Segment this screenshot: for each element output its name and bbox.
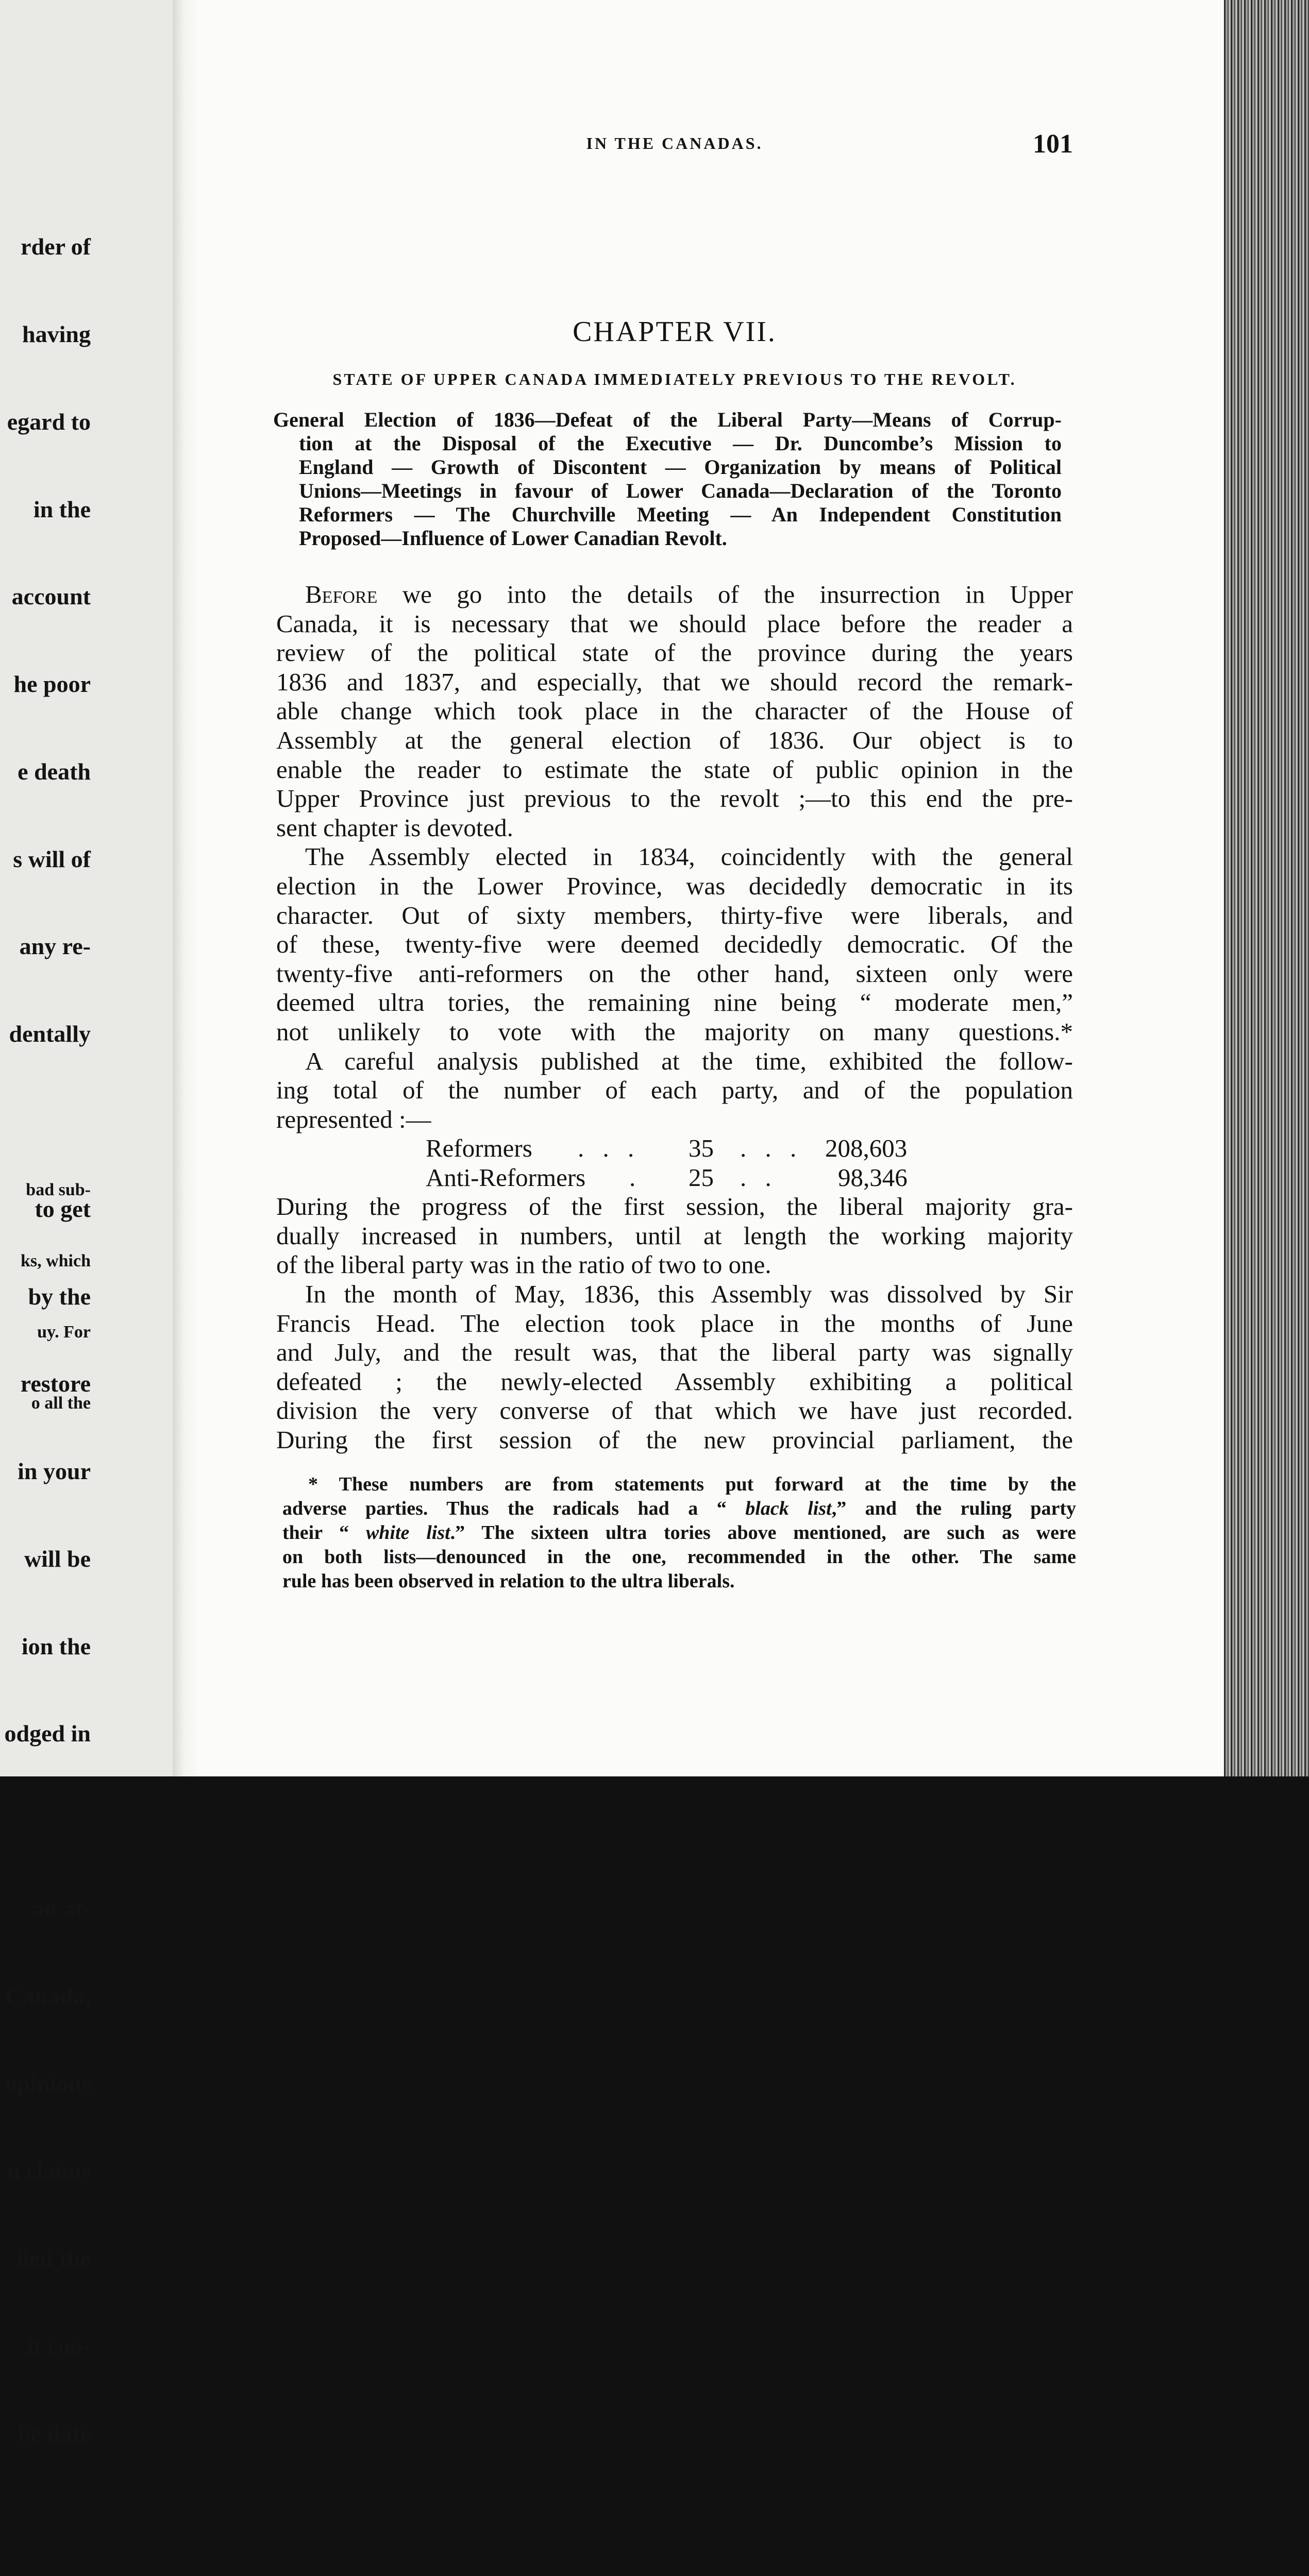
facing-line [0,1807,91,1836]
facing-line: e death [18,758,91,785]
body-line: The Assembly elected in 1834, coincidently with the general [305,842,1073,871]
body-line [276,580,1073,609]
footnote-line: rule has been observed in relation to the ultra liberals. [282,1570,735,1592]
facing-line: odged in [4,1720,91,1747]
member-count: 25 [689,1163,714,1192]
book-gutter [173,0,198,1776]
facing-line: restore [20,1370,91,1397]
page-edges [1224,0,1309,1776]
facing-line: dentally [9,1021,91,1047]
facing-line: having [22,320,91,347]
facing-foot-line: ks, which [20,1251,91,1270]
population-count: 208,603 [825,1134,908,1163]
body-line: Assembly at the general election of 1836. Our object is to [276,725,1073,754]
leader-dots: . [629,1163,642,1192]
footnote-emphasis: black list [745,1498,832,1519]
body-line: and July, and the result was, that the liberal party was signally [276,1338,1073,1367]
body-line: review of the political state of the province during the years [276,638,1073,667]
party-table [276,1134,1073,1192]
facing-line: Canada, [6,1982,91,2009]
running-title: IN THE CANADAS. [586,134,763,152]
facing-line: to get [35,1195,91,1222]
footnote-text: .” The sixteen ultra tories above mentioned, are such as were [450,1522,1076,1544]
body-line: ing total of the number of each party, and of the population [276,1076,1073,1105]
facing-page-footnote [0,1131,91,1463]
body-line: sent chapter is devoted. [276,813,513,842]
population-count: 98,346 [838,1163,908,1192]
facing-line: will be [24,1545,91,1572]
facing-line: rder of [21,233,91,260]
footnote-text: adverse parties. Thus the radicals had a “ [282,1498,746,1519]
leader-dots: . . . [578,1134,641,1163]
synopsis-line: Unions—Meetings in favour of Lower Canada—Declaration of the Toronto [299,479,1062,502]
chapter-synopsis [273,408,1062,550]
body-line: defeated ; the newly-elected Assembly exhibiting a political [276,1367,1073,1396]
synopsis-line: Reformers — The Churchville Meeting — An Independent Constitution [299,503,1062,526]
body-line: Canada, it is necessary that we should place before the reader a [276,609,1073,638]
body-line: A careful analysis published at the time, exhibited the follow- [305,1046,1073,1075]
body-line: not unlikely to vote with the majority on many questions.* [276,1017,1073,1046]
body-line: enable the reader to estimate the state of public opinion in the [276,755,1073,784]
footnote [282,1472,1076,1594]
body-line: dually increased in numbers, until at length the working majority [276,1221,1073,1250]
footnote-line [282,1521,1076,1545]
leader-dots: . . . [740,1134,803,1163]
facing-page-left [0,0,173,2447]
body-line: During the progress of the first session, the liberal majority gra- [276,1192,1073,1221]
member-count: 35 [689,1134,714,1163]
facing-line: he date [18,2420,91,2447]
synopsis-line: General Election of 1836—Defeat of the Liberal Party—Means of Corrup- [273,408,1062,431]
facing-foot-line: bad sub- [26,1180,91,1199]
body-line: In the month of May, 1836, this Assembly was dissolved by Sir [305,1280,1073,1309]
facing-line: s will of [13,845,91,872]
page-number: 101 [1033,129,1073,159]
facing-line: any re- [19,933,91,960]
facing-line: in the [33,496,91,522]
chapter-title: CHAPTER VII. [573,316,777,348]
footnote-line: on both lists—denounced in the one, recommended in the other. The same [282,1546,1076,1568]
facing-line: account [11,583,91,610]
body-line: able change which took place in the character of the House of [276,697,1073,725]
body-line: represented :— [276,1105,431,1133]
footnote-text: their “ [282,1522,366,1544]
party-name: Anti-Reformers [426,1163,586,1192]
facing-line: ion the [21,1633,91,1659]
facing-line: opinions [5,2070,91,2097]
facing-foot-line: o all the [31,1394,91,1413]
body-line: During the first session of the new provincial parliament, the [276,1426,1073,1454]
body-line: Upper Province just previous to the revolt ;—to this end the pre- [276,784,1073,813]
facing-line: n claims [7,2158,91,2184]
synopsis-line: tion at the Disposal of the Executive — Dr. Duncombe’s Mission to [299,432,1062,455]
leader-dots: . . [740,1163,778,1192]
body-line-rest: we go into the details of the insurrection in Upper [377,580,1073,608]
drop-word: Before [305,580,378,608]
facing-line: he poor [13,671,91,698]
body-line: deemed ultra tories, the remaining nine being “ moderate men,” [276,988,1073,1017]
footnote-text: ,” and the ruling party [831,1498,1077,1519]
synopsis-line: England — Growth of Discontent — Organization by means of Political [299,455,1062,479]
body-line: of the liberal party was in the ratio of two to one. [276,1250,771,1279]
body-line: election in the Lower Province, was decidedly democratic in its [276,871,1073,900]
facing-line [0,2507,91,2536]
table-row [276,1134,1073,1163]
running-head [276,129,1073,160]
chapter-subtitle: STATE OF UPPER CANADA IMMEDIATELY PREVIOUS TO THE REVOLT. [332,370,1017,388]
party-name: Reformers [426,1134,532,1163]
facing-line: an at- [32,1895,91,1922]
body-line: 1836 and 1837, and especially, that we should record the remark- [276,667,1073,696]
facing-line: by the [28,1283,91,1310]
footnote-line [282,1497,1076,1521]
facing-line: lled the [16,2245,91,2272]
facing-foot-line: uy. For [37,1323,91,1342]
body-text [276,580,1073,1455]
body-line: of these, twenty-five were deemed decidedly democratic. Of the [276,930,1073,959]
body-line: character. Out of sixty members, thirty-five were liberals, and [276,901,1073,929]
body-line: division the very converse of that which we have just recorded. [276,1396,1073,1425]
footnote-emphasis: white list [365,1522,450,1544]
facing-line: it con- [27,2332,91,2359]
facing-line: in your [18,1458,91,1485]
body-line: Francis Head. The election took place in the months of June [276,1309,1073,1337]
footnote-line: * These numbers are from statements put forward at the time by the [308,1473,1076,1495]
body-line: twenty-five anti-reformers on the other hand, sixteen only were [276,959,1073,988]
synopsis-line: Proposed—Influence of Lower Canadian Revolt. [299,527,727,550]
facing-line: egard to [7,408,91,435]
table-row [276,1163,1073,1193]
